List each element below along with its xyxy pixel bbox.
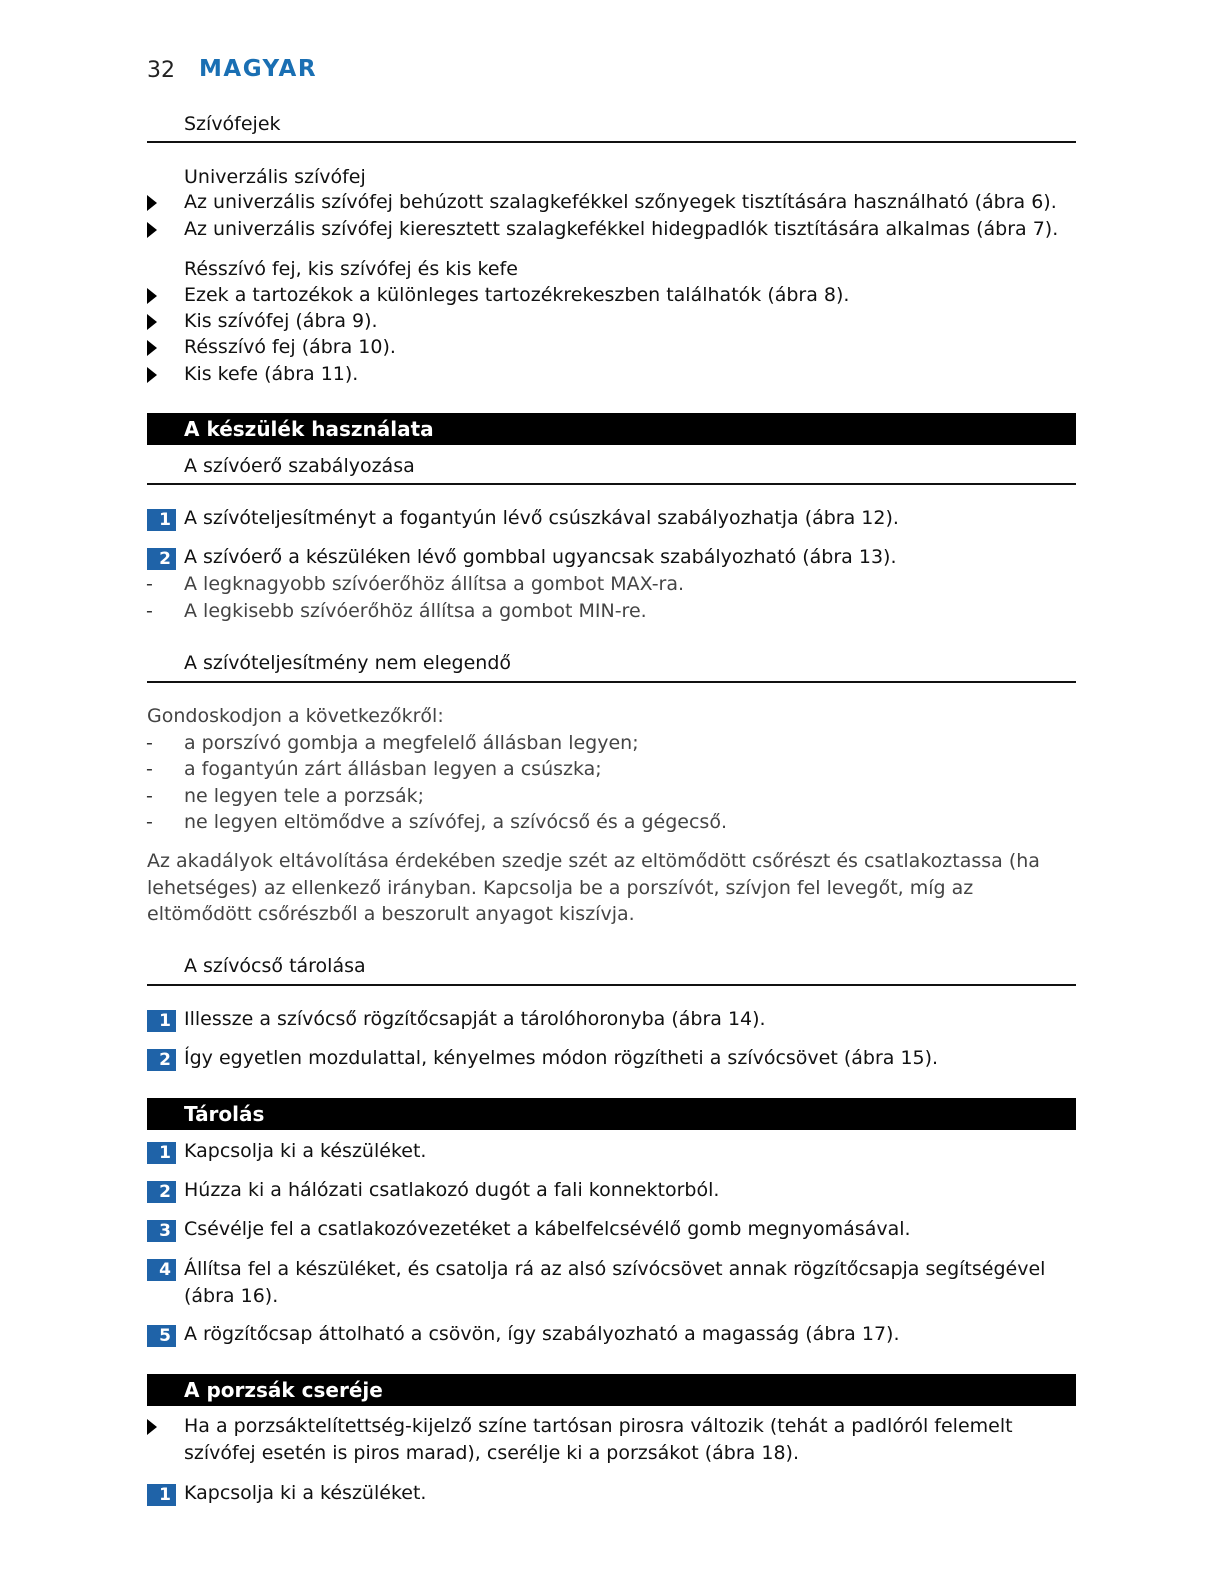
section-bar-storage: Tárolás [147, 1098, 1076, 1130]
step-number: 1 [147, 1484, 176, 1506]
bullet-icon [147, 340, 157, 356]
step-number: 1 [147, 509, 176, 531]
language-title: MAGYAR [199, 56, 318, 82]
nozzles-heading: Szívófejek [184, 113, 281, 135]
step-number: 3 [147, 1220, 176, 1242]
bullet-icon [147, 367, 157, 383]
dash-marker: - [146, 811, 153, 833]
step-text: Így egyetlen mozdulattal, kényelmes módon rögzítheti a szívócsövet (ábra 15). [184, 1047, 939, 1069]
page-number: 32 [147, 58, 175, 83]
step-number: 2 [147, 1049, 176, 1071]
dash-item: ne legyen eltömődve a szívófej, a szívócső és a gégecső. [184, 811, 727, 833]
step-number: 2 [147, 548, 176, 570]
list-item: Résszívó fej (ábra 10). [184, 336, 396, 358]
list-item: Az univerzális szívófej behúzott szalagkefékkel szőnyegek tisztítására használható (ábra 6). [184, 191, 1057, 213]
dash-item: a porszívó gombja a megfelelő állásban legyen; [184, 732, 639, 754]
dash-item: a fogantyún zárt állásban legyen a csúszka; [184, 758, 602, 780]
dash-marker: - [146, 785, 153, 807]
bullet-icon [147, 288, 157, 304]
section-bar-dustbag: A porzsák cseréje [147, 1374, 1076, 1406]
step-number: 4 [147, 1259, 176, 1281]
list-item: Kis szívófej (ábra 9). [184, 310, 378, 332]
dash-marker: - [146, 732, 153, 754]
bullet-icon [147, 222, 157, 238]
list-item: Az univerzális szívófej kieresztett szalagkefékkel hidegpadlók tisztítására alkalmas (ábra 7). [184, 218, 1059, 240]
dash-item: A legknagyobb szívóerőhöz állítsa a gombot MAX-ra. [184, 573, 685, 595]
step-text: A rögzítőcsap áttolható a csövön, így szabályozható a magasság (ábra 17). [184, 1323, 900, 1345]
insufficient-power-heading: A szívóteljesítmény nem elegendő [184, 652, 512, 674]
step-text: Állítsa fel a készüléket, és csatolja rá az alsó szívócsövet annak rögzítőcsapja segítségével (ábra 16). [184, 1258, 1046, 1307]
universal-nozzle-subtitle: Univerzális szívófej [184, 166, 366, 188]
step-text: Kapcsolja ki a készüléket. [184, 1140, 427, 1162]
step-text: A szívóteljesítményt a fogantyún lévő csúszkával szabályozhatja (ábra 12). [184, 507, 899, 529]
step-text: Csévélje fel a csatlakozóvezetéket a kábelfelcsévélő gomb megnyomásával. [184, 1218, 911, 1240]
divider [147, 681, 1076, 683]
step-number: 5 [147, 1325, 176, 1347]
dash-marker: - [146, 600, 153, 622]
dash-item: A legkisebb szívóerőhöz állítsa a gombot MIN-re. [184, 600, 647, 622]
step-number: 1 [147, 1142, 176, 1164]
list-item: Kis kefe (ábra 11). [184, 363, 359, 385]
bullet-icon [147, 1419, 157, 1435]
tube-storage-heading: A szívócső tárolása [184, 955, 366, 977]
step-number: 1 [147, 1010, 176, 1032]
step-text: Illessze a szívócső rögzítőcsapját a tárolóhoronyba (ábra 14). [184, 1008, 766, 1030]
checklist-intro: Gondoskodjon a következőkről: [147, 705, 444, 727]
dash-item: ne legyen tele a porzsák; [184, 785, 425, 807]
list-item: Ha a porzsáktelítettség-kijelző színe tartósan pirosra változik (tehát a padlóról felemelt szívófej esetén is piros marad), cserélje ki a porzsákot (ábra 18). [184, 1415, 1013, 1464]
dash-marker: - [146, 573, 153, 595]
step-text: Kapcsolja ki a készüléket. [184, 1482, 427, 1504]
divider [147, 483, 1076, 485]
divider [147, 141, 1076, 143]
divider [147, 984, 1076, 986]
blockage-paragraph: Az akadályok eltávolítása érdekében szedje szét az eltömődött csőrészt és csatlakoztassa (ha lehetséges) az ellenkező irányban. Kapcsolja be a porszívót, szívjon fel levegőt, míg az eltömődött csőrészből a beszorult anyagot kiszívja. [147, 850, 1040, 925]
bullet-icon [147, 195, 157, 211]
step-text: Húzza ki a hálózati csatlakozó dugót a fali konnektorból. [184, 1179, 720, 1201]
suction-power-heading: A szívóerő szabályozása [184, 455, 415, 477]
step-text: A szívóerő a készüléken lévő gombbal ugyancsak szabályozható (ábra 13). [184, 546, 897, 568]
section-bar-usage: A készülék használata [147, 413, 1076, 445]
bullet-icon [147, 314, 157, 330]
dash-marker: - [146, 758, 153, 780]
list-item: Ezek a tartozékok a különleges tartozékrekeszben találhatók (ábra 8). [184, 284, 850, 306]
crevice-nozzle-subtitle: Résszívó fej, kis szívófej és kis kefe [184, 258, 518, 280]
step-number: 2 [147, 1181, 176, 1203]
